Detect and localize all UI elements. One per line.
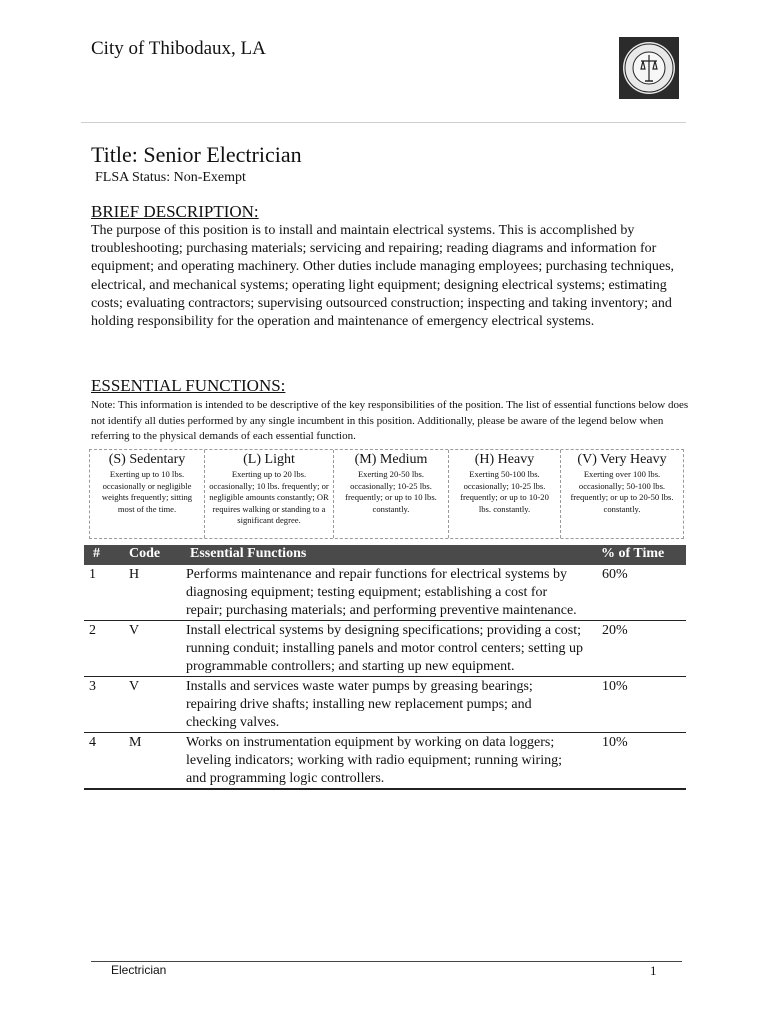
table-row: [84, 621, 686, 677]
legend-label: (V) Very Heavy: [577, 452, 667, 467]
essential-functions-heading: ESSENTIAL FUNCTIONS:: [91, 376, 286, 395]
flsa-status: FLSA Status: Non-Exempt: [95, 170, 246, 185]
row-pct: 10%: [602, 735, 628, 750]
row-pct: 10%: [602, 679, 628, 694]
page-number: 1: [650, 963, 657, 978]
header-pct: % of Time: [601, 546, 665, 561]
essential-functions-note: Note: This information is intended to be descriptive of the key responsibilities of the position. The list of essential functions below does not identify all duties performed by any single incumbent in this position. Additionally, please be aware of the legend below when referring to the physical demands of each essential function.: [91, 399, 689, 442]
legend-medium: [334, 450, 449, 538]
row-num: 3: [89, 679, 96, 694]
city-seal-icon: [619, 37, 679, 99]
row-desc: Installs and services waste water pumps by greasing bearings; repairing drive shafts; installing new replacement pumps; and checking valves.: [186, 679, 533, 730]
header-desc: Essential Functions: [190, 546, 307, 561]
legend-light: [205, 450, 334, 538]
row-pct: 20%: [602, 623, 628, 638]
physical-demands-legend: [89, 449, 684, 539]
legend-desc: Exerting up to 20 lbs. occasionally; 10 lbs. frequently; or negligible amounts constantly; OR requires walking or standing to a significant degree.: [209, 469, 329, 525]
legend-desc: Exerting over 100 lbs. occasionally; 50-100 lbs. frequently; or up to 20-50 lbs. constantly.: [570, 469, 674, 514]
row-code: V: [129, 679, 140, 694]
table-row: [84, 677, 686, 733]
header-divider: [81, 122, 686, 123]
row-code: M: [129, 735, 142, 750]
row-num: 4: [89, 735, 96, 750]
row-desc: Performs maintenance and repair functions for electrical systems by diagnosing equipment; testing equipment; establishing a cost for repair; purchasing materials; and performing preventive maintenance.: [186, 567, 577, 618]
row-code: V: [129, 623, 140, 638]
legend-label: (M) Medium: [354, 452, 428, 467]
legend-sedentary: [90, 450, 205, 538]
header-city: City of Thibodaux, LA: [91, 38, 266, 59]
row-num: 2: [89, 623, 96, 638]
row-desc: Install electrical systems by designing specifications; providing a cost; running conduit; installing panels and motor control centers; setting up programmable controllers; and starting up new equipment.: [186, 623, 583, 674]
legend-desc: Exerting 50-100 lbs. occasionally; 10-25 lbs. frequently; or up to 10-20 lbs. constantly.: [460, 469, 549, 514]
row-pct: 60%: [602, 567, 628, 582]
row-code: H: [129, 567, 140, 582]
legend-label: (S) Sedentary: [108, 452, 186, 467]
legend-desc: Exerting 20-50 lbs. occasionally; 10-25 lbs. frequently; or up to 10 lbs. constantly.: [345, 469, 437, 514]
legend-heavy: [449, 450, 561, 538]
legend-very-heavy: [561, 450, 683, 538]
footer-doc-name: Electrician: [111, 963, 167, 977]
row-num: 1: [89, 567, 96, 582]
brief-description-text: The purpose of this position is to install and maintain electrical systems. This is accomplished by troubleshooting; purchasing materials; servicing and repairing; reading diagrams and information for equipment; and operating machinery. Other duties include managing employees; purchasing techniques, electrical, and mechanical systems; operating light equipment; designing electrical systems; estimating costs; evaluating contractors; supervising outsourced construction; inspecting and taking inventory; and holding responsibility for the operation and maintenance of emergency electrical systems.: [91, 223, 675, 330]
functions-table: [84, 565, 686, 790]
legend-label: (L) Light: [243, 452, 295, 467]
page-title: Title: Senior Electrician: [91, 142, 302, 167]
legend-desc: Exerting up to 10 lbs. occasionally or negligible weights frequently; sitting most of the time.: [101, 469, 193, 514]
footer-divider: [91, 961, 682, 962]
brief-description-heading: BRIEF DESCRIPTION:: [91, 202, 259, 221]
header-num: #: [93, 546, 100, 561]
header-code: Code: [129, 546, 161, 561]
row-desc: Works on instrumentation equipment by working on data loggers; leveling indicators; working with radio equipment; running wiring; and programming logic controllers.: [186, 735, 562, 786]
functions-table-header: [84, 545, 686, 565]
table-row: [84, 565, 686, 621]
legend-label: (H) Heavy: [474, 452, 535, 467]
table-row: [84, 733, 686, 790]
